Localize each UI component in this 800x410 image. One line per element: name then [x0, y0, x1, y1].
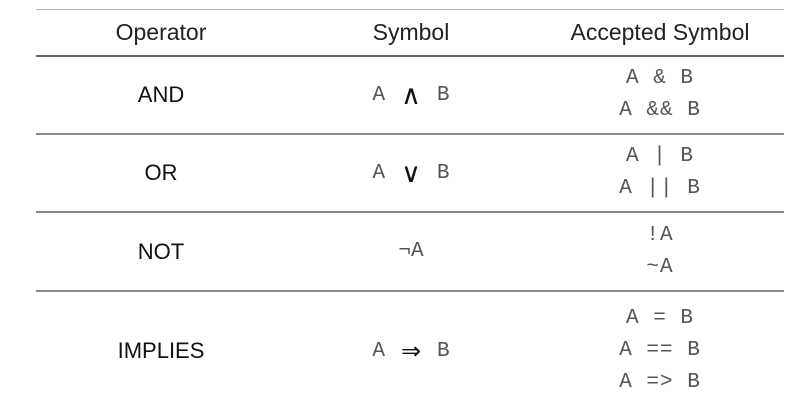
accepted-symbol: A & B [625, 67, 694, 90]
operator-name: IMPLIES [117, 338, 205, 363]
row-or-accepted [536, 135, 784, 211]
not-symbol-expression: ¬A [398, 240, 424, 263]
accepted-symbol: A | B [625, 145, 694, 168]
operand-a: A [372, 339, 385, 363]
operand-b: B [437, 339, 450, 363]
symbol-expression [372, 157, 450, 189]
header-symbol-label: Symbol [372, 19, 450, 45]
operand-b: B [436, 83, 450, 107]
operator-name: NOT [137, 238, 185, 264]
row-or-operator [36, 135, 286, 211]
and-symbol-icon: ∧ [401, 79, 421, 111]
accepted-symbol: !A [646, 223, 674, 247]
accepted-symbol: A == B [619, 339, 701, 362]
accepted-symbol: A = B [625, 307, 694, 330]
operand-b: B [436, 161, 450, 185]
implies-arrow-icon: ⇒ [400, 337, 422, 365]
header-symbol [286, 10, 536, 55]
header-operator [36, 10, 286, 55]
or-symbol-icon: ∨ [401, 157, 421, 189]
accepted-symbol: ~A [646, 255, 674, 279]
row-and-operator [36, 57, 286, 133]
operand-a: A [372, 161, 386, 185]
logic-operators-table [36, 0, 784, 410]
symbol-expression [372, 339, 449, 363]
accepted-symbol: A || B [619, 177, 701, 200]
operand-a: A [372, 83, 386, 107]
row-and-symbol [286, 57, 536, 133]
accepted-symbol: A => B [619, 371, 701, 394]
row-or-symbol [286, 135, 536, 211]
row-implies-accepted [536, 292, 784, 410]
row-not-operator [36, 213, 286, 290]
accepted-symbol: A && B [619, 99, 701, 122]
operator-name: AND [137, 82, 185, 107]
row-not-symbol [286, 213, 536, 290]
row-implies-operator [36, 292, 286, 410]
row-implies-symbol [286, 292, 536, 410]
header-operator-label: Operator [115, 19, 207, 45]
row-not-accepted [536, 213, 784, 290]
operator-name: OR [144, 160, 178, 185]
row-and-accepted [536, 57, 784, 133]
symbol-expression [372, 79, 450, 111]
header-accepted-symbol [536, 10, 784, 55]
header-accepted-label: Accepted Symbol [570, 19, 750, 45]
